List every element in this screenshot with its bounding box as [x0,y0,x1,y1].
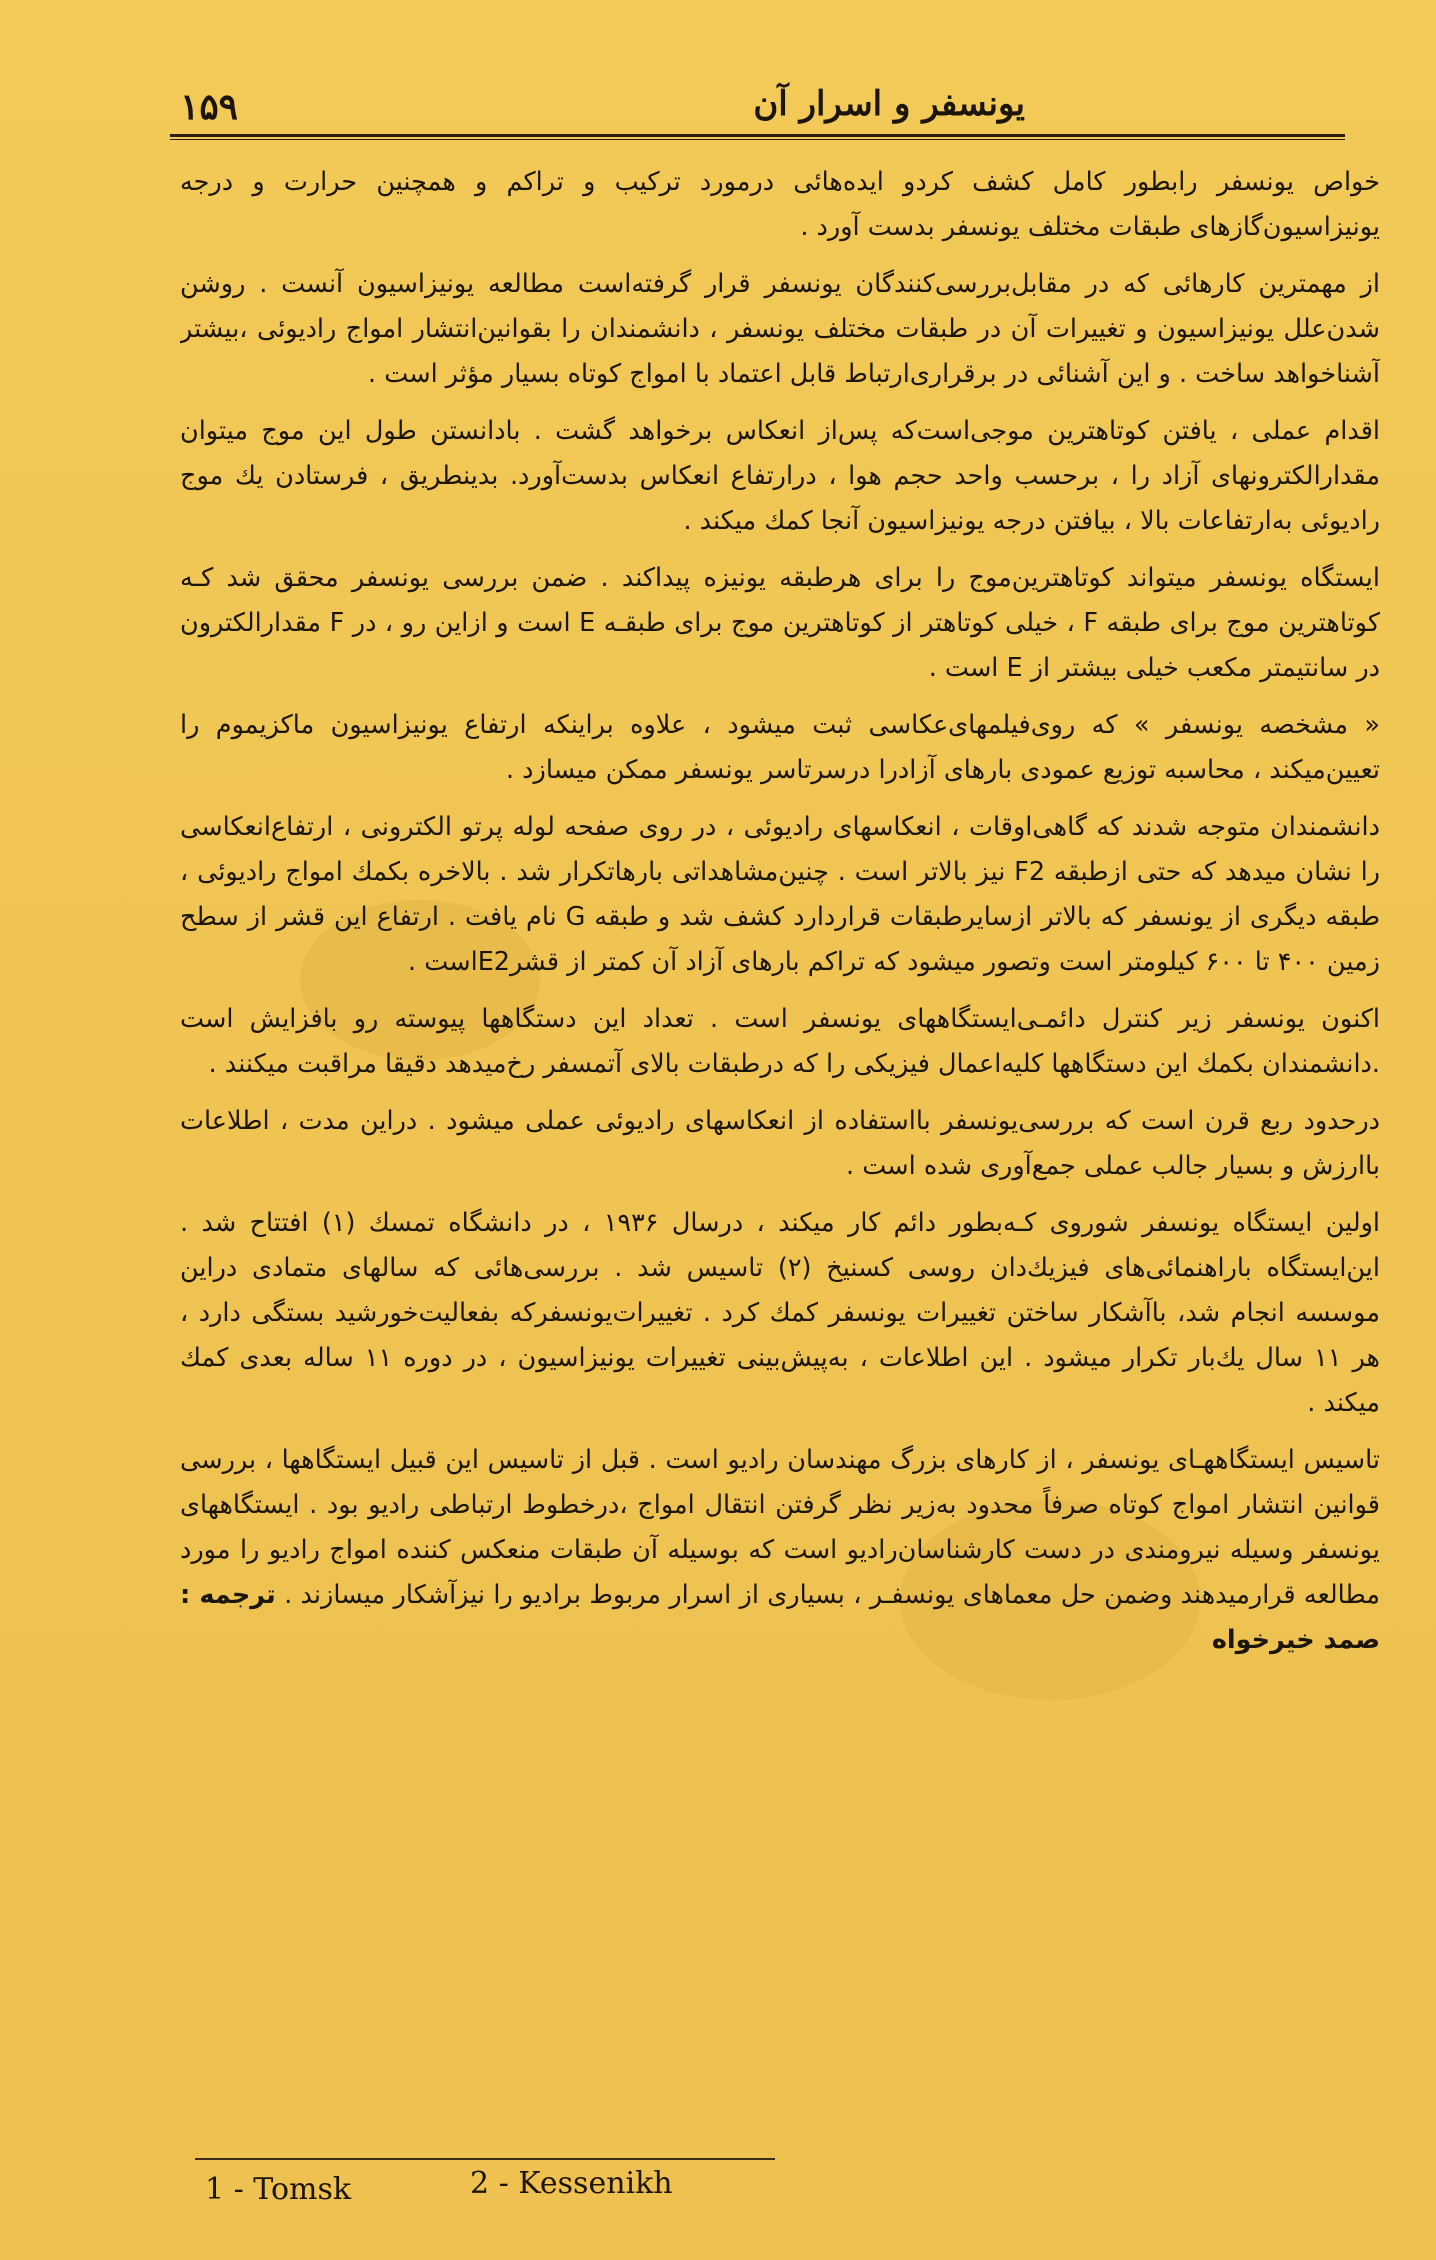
paragraph: ایستگاه یونسفر میتواند کوتاهترین‌موج را برای هرطبقه یونیزه پیداکند . ضمن بررسی یونسفر محقق شد کـه کوتاهترین موج برای طبقه F ، خیلی کوتاهتر از کوتاهترین موج برای طبقـه E است و ازاین رو ، در F مقدارالکترون در سانتیمتر مکعب خیلی بیشتر از E است . [180,563,1380,683]
paragraph: « مشخصه یونسفر » که روی‌فیلمهای‌عکاسی ثبت میشود ، علاوه براینکه ارتفاع یونیزاسیون ماکزیموم را تعیین‌میکند ، محاسبه توزیع عمودی بارهای آزادرا درسرتاسر یونسفر ممکن میسازد . [180,710,1380,785]
paragraph: اقدام عملی ، یافتن کوتاهترین موجی‌است‌که پس‌از انعکاس برخواهد گشت . بادانستن طول این موج میتوان مقدارالکترونهای آزاد را ، برحسب واحد حجم هوا ، درارتفاع انعکاس بدست‌آورد. بدینطریق ، فرستادن یك موج رادیوئی به‌ارتفاعات بالا ، بیافتن درجه یونیزاسیون آنجا کمك میکند . [180,416,1380,536]
paragraph: درحدود ربع قرن است که بررسی‌یونسفر بااستفاده از انعکاسهای رادیوئی عملی میشود . دراین مدت ، اطلاعات باارزش و بسیار جالب عملی جمع‌آوری شده است . [180,1106,1380,1181]
footnote-rule [195,2158,775,2160]
footnote-2: 2 - Kessenikh [470,2166,673,2201]
paragraph: از مهمترین کارهائی که در مقابل‌بررسی‌کنندگان یونسفر قرار گرفته‌است مطالعه یونیزاسیون آنست . روشن شدن‌علل یونیزاسیون و تغییرات آن در طبقات مختلف یونسفر ، دانشمندان را بقوانین‌انتشار امواج رادیوئی ،بیشتر آشناخواهد ساخت . و این آشنائی در برقراری‌ارتباط قابل اعتماد با امواج کوتاه بسیار مؤثر است . [180,269,1380,389]
page-number: ۱۵۹ [180,86,239,128]
paragraph: دانشمندان متوجه شدند که گاهی‌اوقات ، انعکاسهای رادیوئی ، در روی صفحه لوله پرتو الکترونی ، ارتفاع‌انعکاسی را نشان میدهد که حتی ازطبقه F2 نیز بالاتر است . چنین‌مشاهداتی بارهاتکرار شد . بالاخره بکمك امواج رادیوئی ، طبقه دیگری از یونسفر که بالاتر ازسایر‌طبقات قراردارد کشف شد و طبقه G نام یافت . ارتفاع این قشر از سطح زمین ۴۰۰ تا ۶۰۰ کیلومتر است وتصور میشود که تراکم بارهای آزاد آن کمتر از قشرE2است . [180,812,1380,977]
footnotes [205,2166,905,2210]
running-title: یونسفر و اسرار آن [753,84,1025,124]
header-rule [170,134,1345,137]
paragraph: اکنون یونسفر زیر کنترل دائمـی‌ایستگاههای یونسفر است . تعداد این دستگاهها پیوسته رو بافزایش است .دانشمندان بکمك این دستگاهها کلیه‌اعمال فیزیکی را که درطبقات بالای آتمسفر رخ‌میدهد دقیقا مراقبت میکنند . [180,1004,1380,1079]
paragraph: اولین ایستگاه یونسفر شوروی کـه‌بطور دائم کار میکند ، درسال ۱۹۳۶ ، در دانشگاه تمسك (۱) افتتاح شد . این‌ایستگاه باراهنمائی‌های فیزیك‌دان روسی کسنیخ (۲) تاسیس شد . بررسی‌هائی که سالهای متمادی دراین موسسه انجام شد، باآشکار ساختن تغییرات یونسفر کمك کرد . تغییرات‌یونسفرکه بفعالیت‌خورشید بستگی دارد ، هر ۱۱ سال یك‌بار تکرار میشود . این اطلاعات ، به‌پیش‌بینی تغییرات یونیزاسیون ، در دوره ۱۱ ساله بعدی کمك میکند . [180,1208,1380,1418]
header-rule-thin [170,139,1345,140]
paragraph-text: تاسیس ایستگاههـای یونسفر ، از کارهای بزرگ مهندسان رادیو است . قبل از تاسیس این قبیل ایستگاهها ، بررسی قوانین انتشار امواج کوتاه صرفاً محدود به‌زیر نظر گرفتن انتقال امواج ،درخطوط ارتباطی رادیو بود . ایستگاههای یونسفر وسیله نیرومندی در دست کارشناسان‌رادیو است که بوسیله آن طبقات منعکس کننده امواج رادیو را مورد مطالعه قرار‌میدهند وضمن حل معماهای یونسفـر ، بسیاری از اسرار مربوط برادیو را نیزآشکار میسازند . [180,1445,1380,1610]
footnote-1: 1 - Tomsk [205,2172,352,2207]
translator-credit: ترجمه : صمد خیرخواه [180,1580,1380,1655]
paragraph-last [180,1438,1380,1663]
article-body [180,160,1380,2135]
paragraph: خواص یونسفر رابطور کامل کشف کردو ایده‌هائی درمورد ترکیب و تراکم و همچنین حرارت و درجه یونیزاسیون‌گازهای طبقات مختلف یونسفر بدست آورد . [180,167,1380,242]
page-header [170,80,1345,132]
